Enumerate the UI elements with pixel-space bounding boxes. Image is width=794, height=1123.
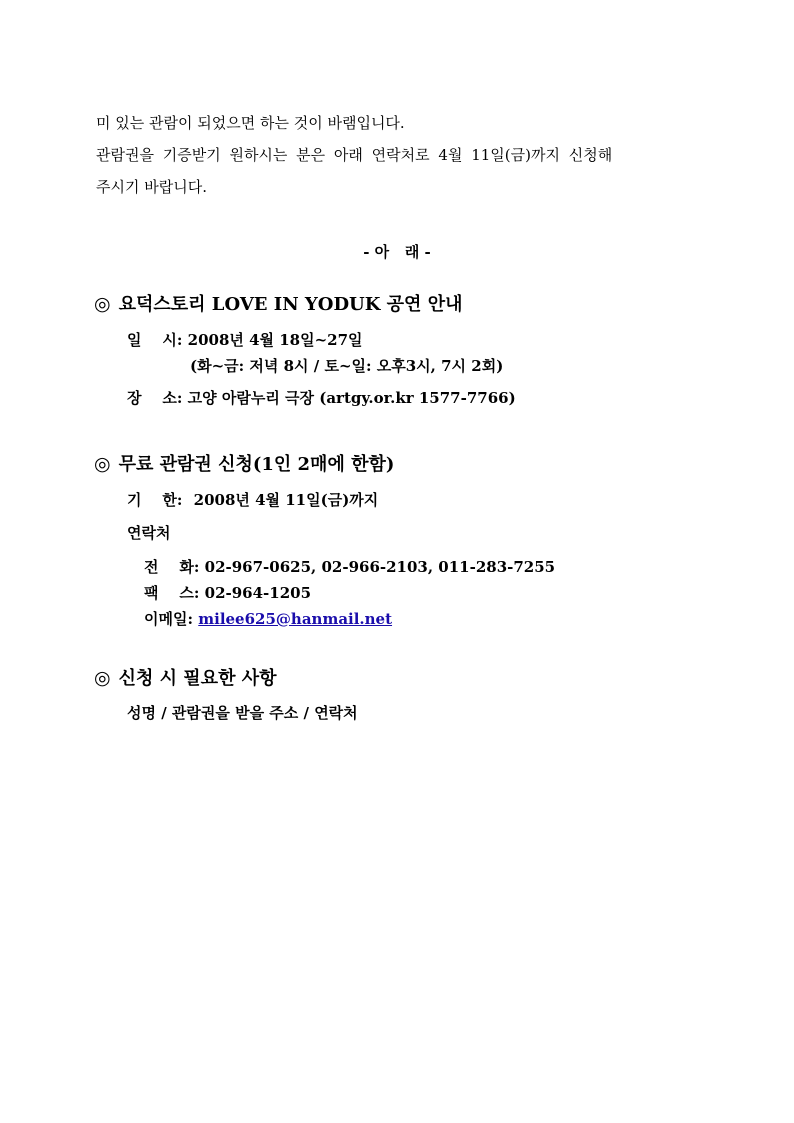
- intro-line-1: 미 있는 관람이 되었으면 하는 것이 바램입니다.: [96, 114, 405, 132]
- section1-title: 요덕스토리 LOVE IN YODUK 공연 안내: [118, 294, 463, 315]
- fax-value: 02-964-1205: [204, 584, 312, 602]
- fax-label: 팩 스:: [144, 584, 200, 602]
- section1-date-row: [127, 330, 363, 350]
- intro-line-3: 주시기 바랍니다.: [96, 178, 207, 196]
- phone-label: 전 화:: [144, 558, 200, 576]
- date-label: 일 시:: [127, 331, 183, 349]
- date-value: 2008년 4월 18일~27일: [187, 331, 363, 349]
- section1-place-row: [127, 388, 516, 408]
- bullseye-icon: ◎: [94, 453, 111, 475]
- place-value: 고양 아람누리 극장 (artgy.or.kr 1577-7766): [187, 389, 516, 407]
- email-label: 이메일:: [144, 610, 194, 628]
- section1-header: [94, 292, 462, 317]
- deadline-label: 기 한:: [127, 491, 183, 509]
- section3-title: 신청 시 필요한 사항: [118, 668, 277, 689]
- notice-title: [0, 242, 794, 262]
- section3-header: [94, 666, 277, 691]
- deadline-value: 2008년 4월 11일(금)까지: [193, 491, 379, 509]
- phone-row: [144, 557, 555, 577]
- deadline-row: [127, 490, 378, 510]
- time-value: (화~금: 저녁 8시 / 토~일: 오후3시, 7시 2회): [190, 357, 504, 375]
- email-row: [144, 609, 392, 629]
- phone-value: 02-967-0625, 02-966-2103, 011-283-7255: [204, 558, 556, 576]
- contact-heading: 연락처: [127, 524, 171, 542]
- email-link[interactable]: milee625@hanmail.net: [198, 610, 393, 628]
- notice-title-text: - 아 래 -: [363, 243, 431, 261]
- bullseye-icon: ◎: [94, 667, 111, 689]
- intro-line-2: 관람권을 기증받기 원하시는 분은 아래 연락처로 4월 11일(금)까지 신청해: [96, 146, 613, 164]
- section2-title: 무료 관람권 신청(1인 2매에 한함): [118, 454, 395, 475]
- place-label: 장 소:: [127, 389, 183, 407]
- required-items: 성명 / 관람권을 받을 주소 / 연락처: [127, 704, 358, 722]
- bullseye-icon: ◎: [94, 293, 111, 315]
- section2-header: [94, 452, 394, 477]
- fax-row: [144, 583, 311, 603]
